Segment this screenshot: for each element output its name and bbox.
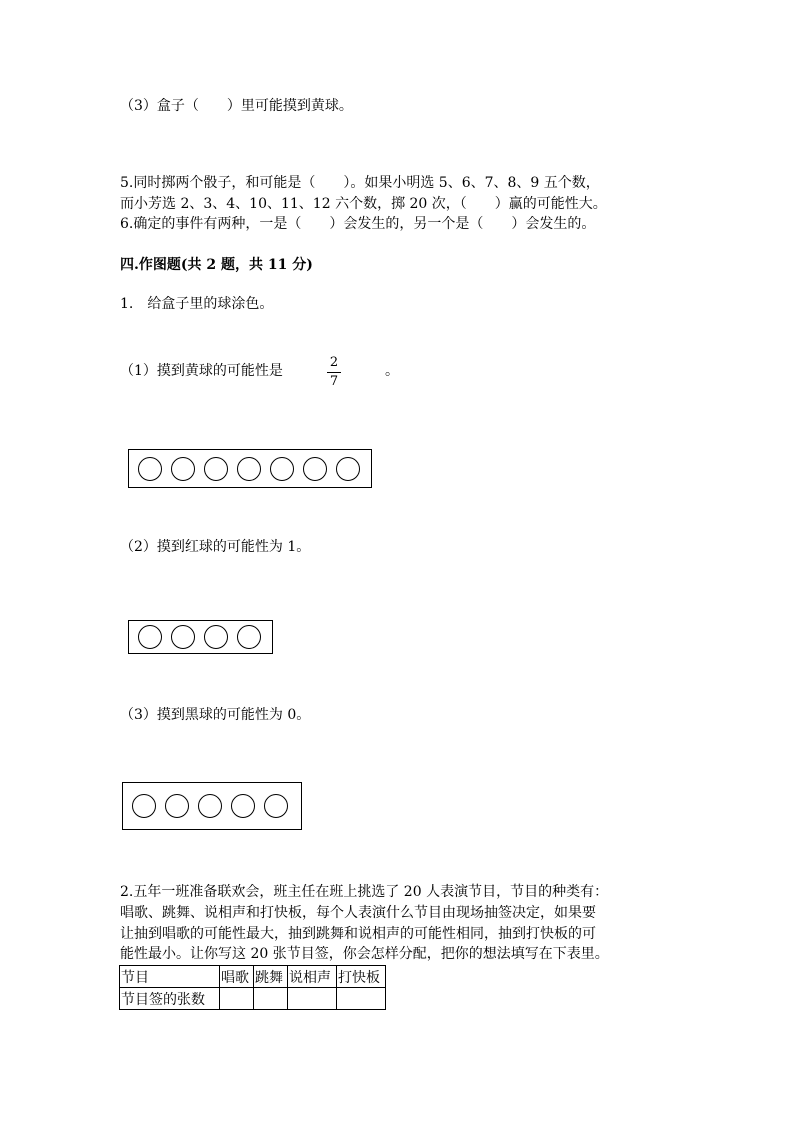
ball-box-five [122, 782, 302, 830]
ball-box-four [128, 620, 273, 654]
table-header-row [120, 966, 386, 988]
program-table [119, 965, 386, 1010]
fraction-numerator: 2 [329, 355, 339, 370]
subquestion-black-probability: （3）摸到黑球的可能性为 0。 [120, 707, 311, 723]
header-program: 节目 [120, 966, 220, 988]
ball-circle[interactable] [198, 794, 222, 818]
ball-circle[interactable] [270, 457, 294, 481]
drawing-question-1: 1. 给盒子里的球涂色。 [120, 296, 274, 312]
ball-circle[interactable] [231, 794, 255, 818]
table-row [120, 988, 386, 1010]
fraction-two-sevenths [327, 356, 341, 389]
cell-dancing-count[interactable] [254, 988, 288, 1010]
drawing-question-2-line-4: 能性最小。让你写这 20 张节目签，你会怎样分配，把你的想法填写在下表里。 [120, 946, 609, 962]
drawing-question-2-line-3: 让抽到唱歌的可能性最大，抽到跳舞和说相声的可能性相同，抽到打快板的可 [120, 926, 596, 942]
ball-circle[interactable] [132, 794, 156, 818]
question-5-line-1: 5.同时掷两个骰子，和可能是（ ）。如果小明选 5、6、7、8、9 五个数， [120, 175, 600, 191]
header-crosstalk: 说相声 [288, 966, 337, 988]
subquestion-yellow-end: 。 [385, 363, 399, 379]
drawing-question-2-line-1: 2.五年一班准备联欢会，班主任在班上挑选了 20 人表演节目，节目的种类有： [120, 884, 609, 900]
header-singing: 唱歌 [220, 966, 254, 988]
ball-circle[interactable] [204, 457, 228, 481]
cell-singing-count[interactable] [220, 988, 254, 1010]
question-5-line-2: 而小芳选 2、3、4、10、11、12 六个数，掷 20 次，（ ）赢的可能性大。 [120, 196, 607, 212]
fraction-denominator: 7 [329, 374, 339, 389]
drawing-question-2-line-2: 唱歌、跳舞、说相声和打快板，每个人表演什么节目由现场抽签决定，如果要 [120, 905, 596, 921]
cell-kuaiban-count[interactable] [337, 988, 386, 1010]
ball-circle[interactable] [165, 794, 189, 818]
header-dancing: 跳舞 [254, 966, 288, 988]
question-3-box-yellow: （3）盒子（ ）里可能摸到黄球。 [120, 98, 353, 114]
ball-circle[interactable] [138, 625, 162, 649]
ball-circle[interactable] [171, 625, 195, 649]
subquestion-red-probability: （2）摸到红球的可能性为 1。 [120, 539, 311, 555]
fraction-bar [327, 372, 341, 373]
question-6: 6.确定的事件有两种，一是（ ）会发生的，另一个是（ ）会发生的。 [120, 216, 596, 232]
ball-circle[interactable] [204, 625, 228, 649]
ball-circle[interactable] [336, 457, 360, 481]
section-heading-drawing: 四.作图题(共 2 题，共 11 分) [120, 257, 313, 273]
ball-circle[interactable] [237, 457, 261, 481]
ball-circle[interactable] [171, 457, 195, 481]
ball-circle[interactable] [303, 457, 327, 481]
row-label-ticket-count: 节目签的张数 [120, 988, 220, 1010]
ball-box-seven [128, 449, 372, 488]
cell-crosstalk-count[interactable] [288, 988, 337, 1010]
ball-circle[interactable] [237, 625, 261, 649]
ball-circle[interactable] [264, 794, 288, 818]
ball-circle[interactable] [138, 457, 162, 481]
header-kuaiban: 打快板 [337, 966, 386, 988]
subquestion-yellow-probability: （1）摸到黄球的可能性是 [120, 363, 283, 379]
